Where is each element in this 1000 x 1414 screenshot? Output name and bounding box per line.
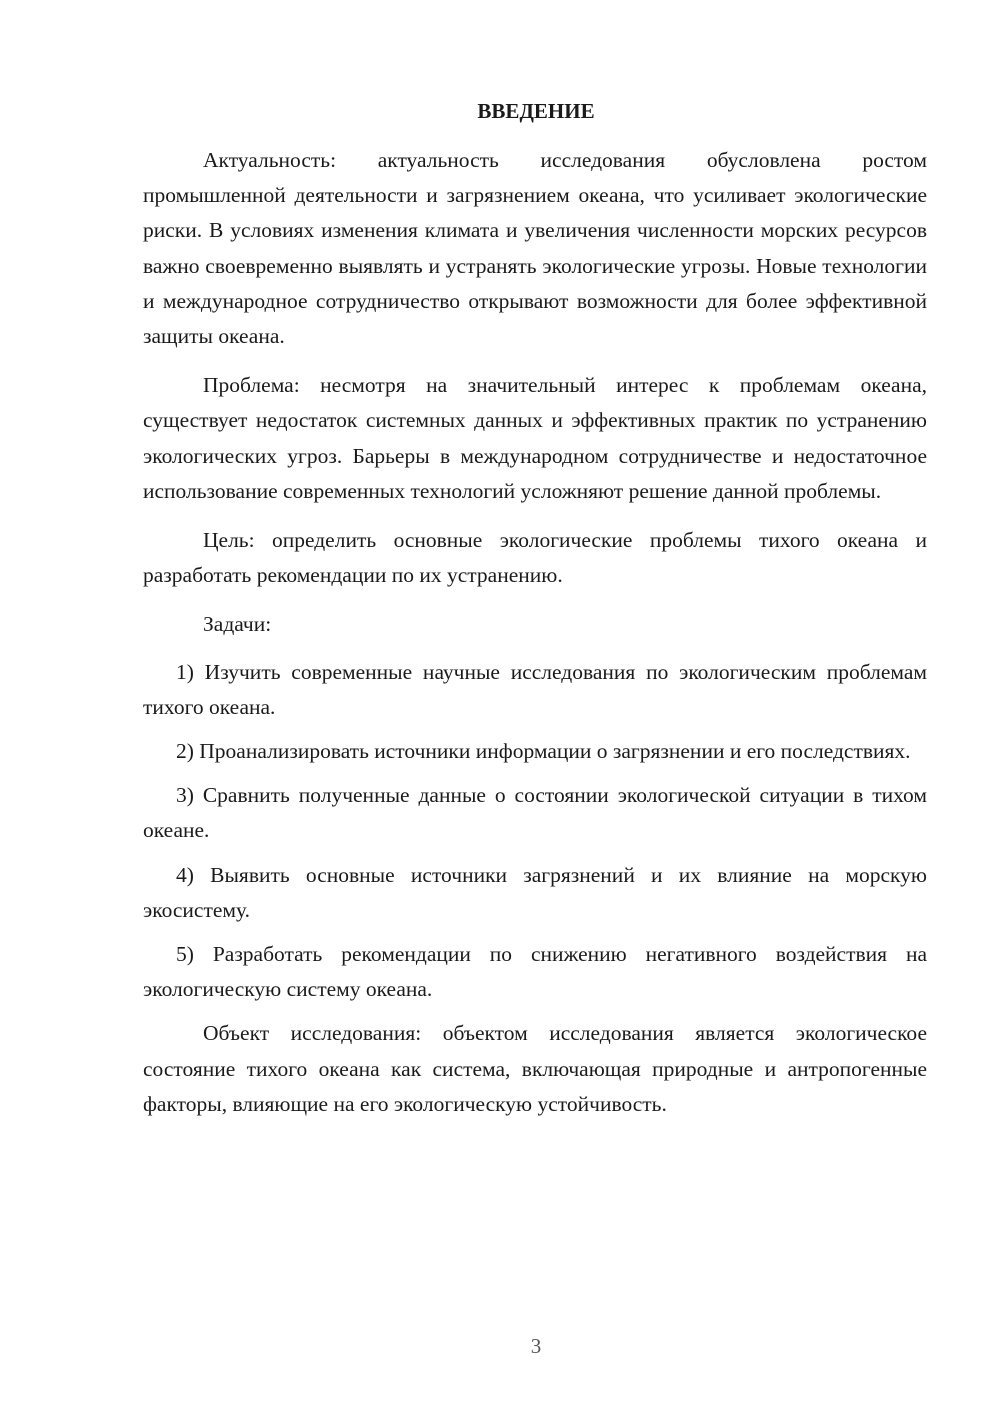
task-item-5: 5) Разработать рекомендации по снижению негативного воздействия на экологическую систему океана. <box>143 942 927 1002</box>
task-item-1: 1) Изучить современные научные исследования по экологическим проблемам тихого океана. <box>143 659 927 719</box>
tasks-list <box>143 655 927 1008</box>
page-number: 3 <box>530 1334 542 1358</box>
task-item-3: 3) Сравнить полученные данные о состоянии экологической ситуации в тихом океане. <box>143 783 927 843</box>
goal-paragraph: Цель: определить основные экологические проблемы тихого океана и разработать рекомендации по их устранению. <box>143 528 927 588</box>
document-body <box>143 96 927 1136</box>
task-item-4: 4) Выявить основные источники загрязнений и их влияние на морскую экосистему. <box>143 862 927 922</box>
page-title: ВВЕДЕНИЕ <box>477 99 595 123</box>
object-paragraph: Объект исследования: объектом исследования является экологическое состояние тихого океана как система, включающая природные и антропогенные факторы, влияющие на его экологическую устойчивость. <box>143 1021 927 1116</box>
tasks-label: Задачи: <box>203 612 272 637</box>
task-item-2: 2) Проанализировать источники информации о загрязнении и его последствиях. <box>176 739 911 764</box>
problem-paragraph: Проблема: несмотря на значительный интерес к проблемам океана, существует недостаток системных данных и эффективных практик по устранению экологических угроз. Барьеры в международном сотрудничестве и недостаточное использование современных технологий усложняют решение данной проблемы. <box>143 373 927 503</box>
relevance-paragraph: Актуальность: актуальность исследования обусловлена ростом промышленной деятельности и загрязнением океана, что усиливает экологические риски. В условиях изменения климата и увеличения численности морских ресурсов важно своевременно выявлять и устранять экологические угрозы. Новые технологии и международное сотрудничество открывают возможности для более эффективной защиты океана. <box>143 148 927 349</box>
